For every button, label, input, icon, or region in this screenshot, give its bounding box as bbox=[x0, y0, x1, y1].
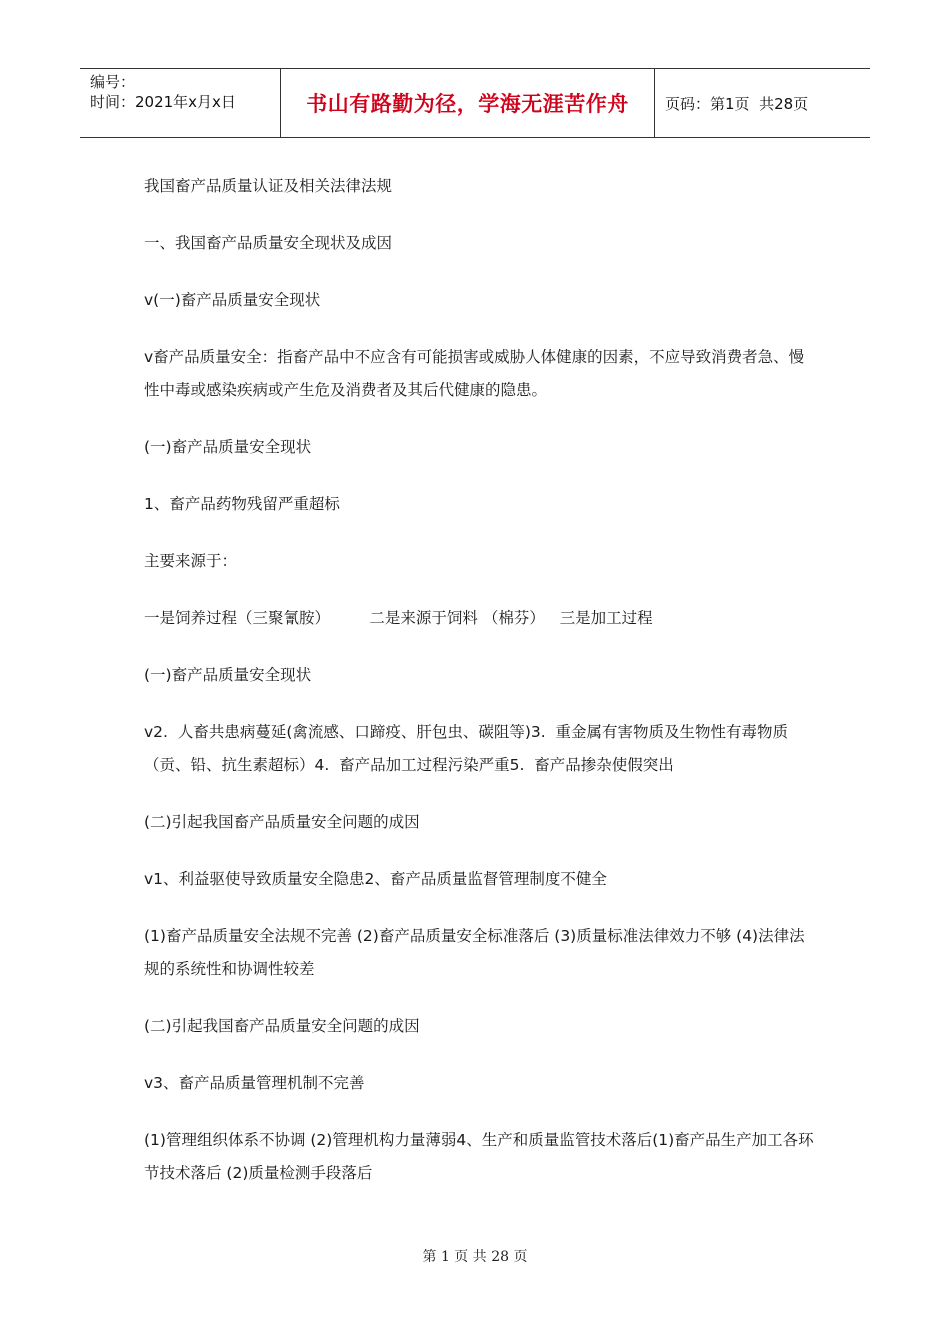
page-footer: 第 1 页 共 28 页 bbox=[422, 1249, 528, 1265]
subsection-heading: (二)引起我国畜产品质量安全问题的成因 bbox=[144, 813, 420, 831]
header-meta bbox=[80, 69, 280, 137]
document-title: 我国畜产品质量认证及相关法律法规 bbox=[144, 177, 393, 195]
paragraph: (1)畜产品质量安全法规不完善 (2)畜产品质量安全标准落后 (3)质量标准法律效力不够 (4)法律法规的系统性和协调性较差 bbox=[144, 927, 805, 978]
paragraph: v1、利益驱使导致质量安全隐患2、畜产品质量监督管理制度不健全 bbox=[144, 870, 607, 888]
paragraph: v畜产品质量安全：指畜产品中不应含有可能损害或威胁人体健康的因素，不应导致消费者急、慢性中毒或感染疾病或产生危及消费者及其后代健康的隐患。 bbox=[144, 348, 805, 399]
subsection-heading: (一)畜产品质量安全现状 bbox=[144, 666, 312, 684]
header-motto: 书山有路勤为径，学海无涯苦作舟 bbox=[280, 69, 655, 137]
page-info-text: 页码：第1页 共28页 bbox=[665, 94, 809, 113]
document-header bbox=[80, 68, 870, 138]
paragraph: 主要来源于： bbox=[144, 552, 238, 570]
header-page-info bbox=[655, 69, 870, 137]
paragraph: (1)管理组织体系不协调 (2)管理机构力量薄弱4、生产和质量监管技术落后(1)畜产品生产加工各环节技术落后 (2)质量检测手段落后 bbox=[144, 1131, 814, 1182]
subsection-heading: (一)畜产品质量安全现状 bbox=[144, 438, 312, 456]
subsection-heading: (二)引起我国畜产品质量安全问题的成因 bbox=[144, 1017, 420, 1035]
paragraph: v3、畜产品质量管理机制不完善 bbox=[144, 1074, 365, 1092]
section-heading: 一、我国畜产品质量安全现状及成因 bbox=[144, 234, 393, 252]
subsection-heading: v(一)畜产品质量安全现状 bbox=[144, 291, 321, 309]
paragraph: 1、畜产品药物残留严重超标 bbox=[144, 495, 340, 513]
time-label: 时间：2021年x月x日 bbox=[90, 93, 236, 111]
document-body bbox=[144, 170, 814, 1214]
paragraph: v2. 人畜共患病蔓延(禽流感、口蹄疫、肝包虫、碳阻等)3. 重金属有害物质及生物性有毒物质（贡、铅、抗生素超标）4. 畜产品加工过程污染严重5. 畜产品掺杂使假突出 bbox=[144, 723, 789, 774]
number-label: 编号： bbox=[90, 73, 136, 91]
paragraph: 一是饲养过程（三聚氰胺） 二是来源于饲料 （棉芬） 三是加工过程 bbox=[144, 609, 653, 627]
